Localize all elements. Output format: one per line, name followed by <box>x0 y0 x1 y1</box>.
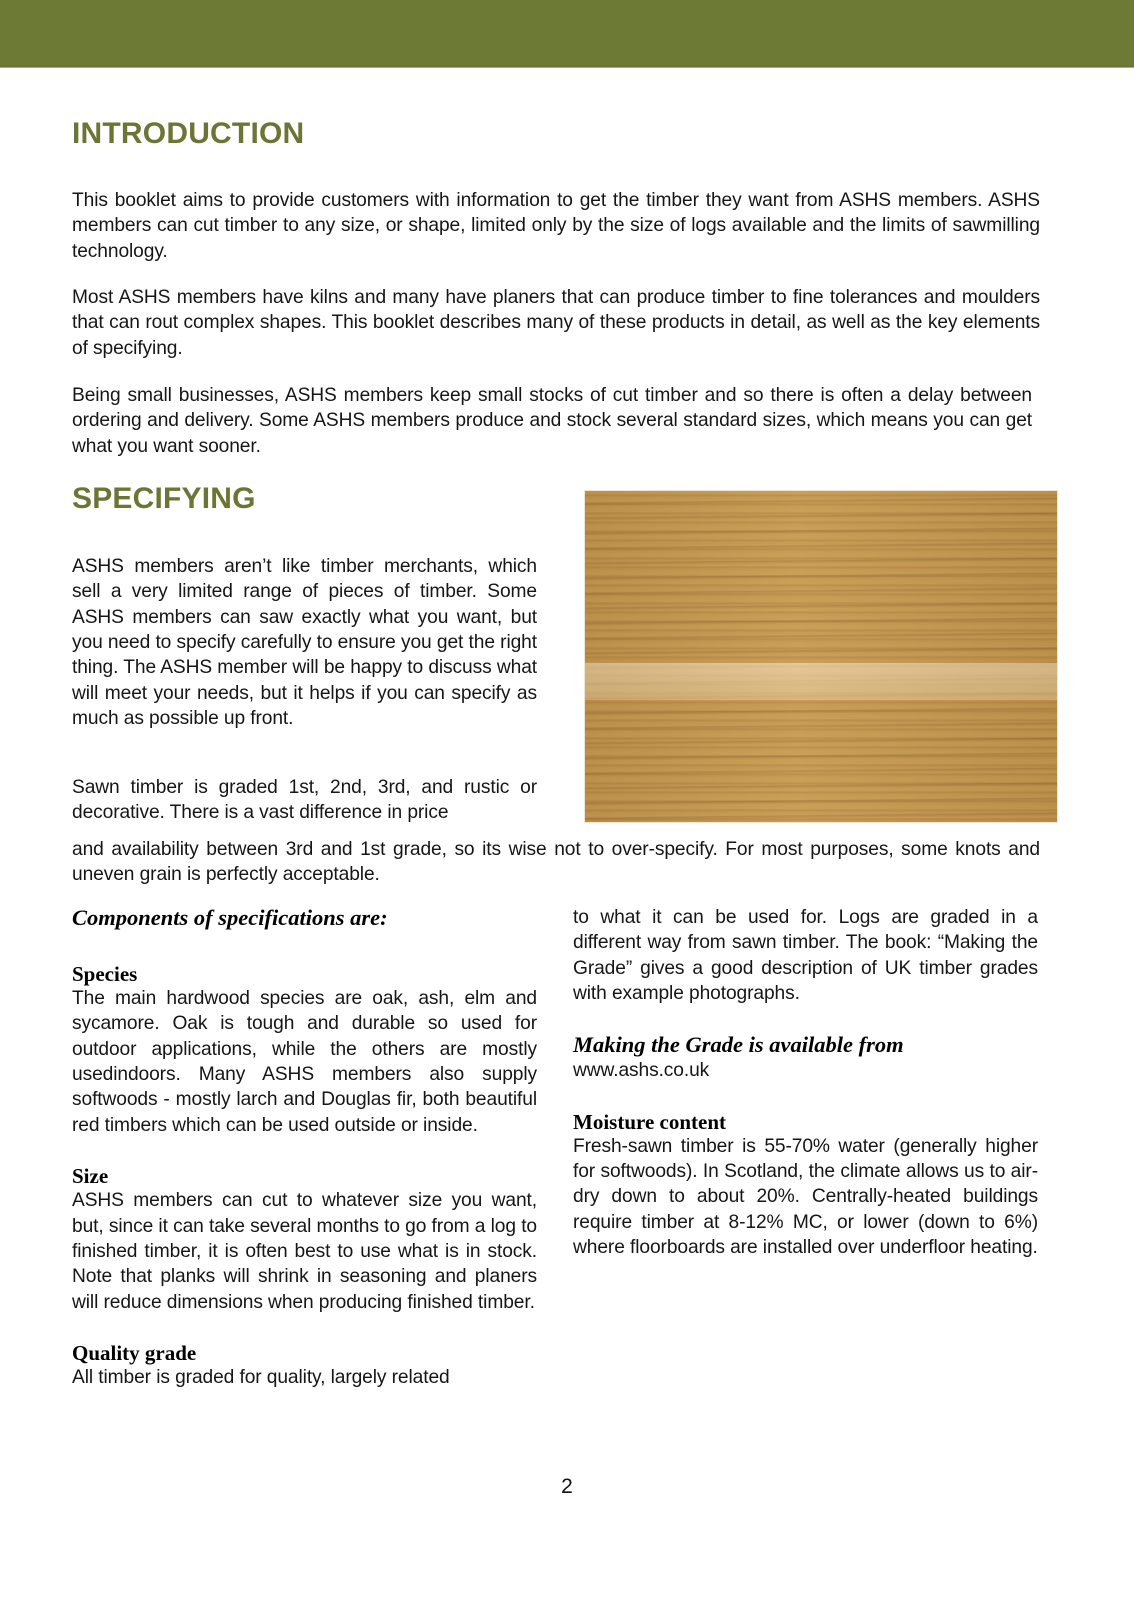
specifying-paragraph-1: ASHS members aren’t like timber merchants, which sell a very limited range of pieces of timber. Some ASHS members can saw exactly what you want, but you need to specify carefully to ensure you get the right thing. The ASHS member will be happy to discuss what will meet your needs, but it helps if you can specify as much as possible up front. <box>72 556 537 730</box>
spacer <box>72 1138 537 1164</box>
component-size <box>72 1164 537 1315</box>
size-body: ASHS members can cut to whatever size you want, but, since it can take several months to go from a log to finished timber, it is often best to use what is in stock. Note that planks will shrink in seasoning and planers will reduce dimensions when producing finished timber. <box>72 1190 537 1313</box>
spacer <box>573 1084 1038 1110</box>
introduction-paragraph-2: Most ASHS members have kilns and many have planers that can produce timber to fine tolerances and moulders that can rout complex shapes. This booklet describes many of these products in detail, as well as the key elements of specifying. <box>72 287 1040 359</box>
components-heading: Components of specifications are: <box>72 905 388 930</box>
moisture-content-body: Fresh-sawn timber is 55-70% water (generally higher for softwoods). In Scotland, the climate allows us to air-dry down to about 20%. Centrally-heated buildings require timber at 8-12% MC, or lower (down to 6%) where floorboards are installed over underfloor heating. <box>573 1135 1038 1259</box>
spacer <box>72 1315 537 1341</box>
right-column <box>573 905 1038 1260</box>
specifying-heading: SPECIFYING <box>72 482 256 515</box>
making-the-grade-heading: Making the Grade is available from <box>573 1032 904 1058</box>
quality-grade-continuation: to what it can be used for. Logs are graded in a different way from sawn timber. The book: “Making the Grade” gives a good description of UK timber grades with example photographs. <box>573 907 1038 1005</box>
page-body <box>0 67 1134 1603</box>
component-quality-grade <box>72 1341 537 1390</box>
quality-grade-body: All timber is graded for quality, largely related <box>72 1367 450 1389</box>
introduction-paragraph-1: This booklet aims to provide customers with information to get the timber they want from ASHS members. ASHS members can cut timber to any size, or shape, limited only by the size of logs available and the limits of sawmilling technology. <box>72 190 1040 262</box>
size-title: Size <box>72 1164 109 1189</box>
quality-grade-title: Quality grade <box>72 1340 197 1365</box>
introduction-paragraph-3: Being small businesses, ASHS members keep small stocks of cut timber and so there is often a delay between ordering and delivery. Some ASHS members produce and stock several standard sizes, which means you can get what you want sooner. <box>72 385 1032 457</box>
moisture-content-title: Moisture content <box>573 1109 726 1134</box>
introduction-heading: INTRODUCTION <box>72 117 305 150</box>
component-species <box>72 962 537 1138</box>
species-body: The main hardwood species are oak, ash, elm and sycamore. Oak is tough and durable so used for outdoor applications, while the others are mostly usedindoors. Many ASHS members also supply softwoods - mostly larch and Douglas fir, both beautiful red timbers which can be used outside or inside. <box>72 988 537 1136</box>
spacer <box>72 931 537 962</box>
wood-shading-overlay <box>585 491 1057 822</box>
specifying-paragraph-2-wrapped: Sawn timber is graded 1st, 2nd, 3rd, and rustic or decorative. There is a vast difference in price <box>72 777 537 824</box>
top-banner <box>0 0 1134 67</box>
spacer <box>573 1006 1038 1032</box>
ashs-website-link[interactable]: www.ashs.co.uk <box>573 1060 710 1082</box>
specifying-paragraph-2-full: and availability between 3rd and 1st grade, so its wise not to over-specify. For most purposes, some knots and uneven grain is perfectly acceptable. <box>72 839 1040 886</box>
left-column <box>72 905 537 1390</box>
species-title: Species <box>72 961 138 986</box>
wood-grain-photo <box>585 491 1057 822</box>
page-number: 2 <box>561 1475 573 1498</box>
